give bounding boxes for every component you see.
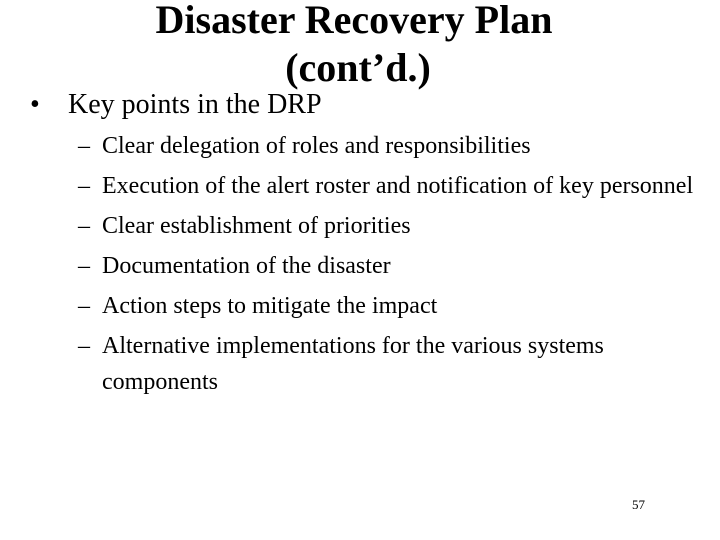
list-item (78, 168, 718, 204)
dash-icon: – (78, 253, 90, 279)
dash-icon: – (78, 333, 90, 359)
slide-title-line-1: Disaster Recovery Plan (155, 0, 553, 42)
list-item (78, 328, 718, 400)
list-item-text: Execution of the alert roster and notification of key personnel (102, 173, 694, 199)
dash-icon: – (78, 173, 90, 199)
dash-icon: – (78, 293, 90, 319)
list-item (78, 248, 718, 284)
slide-title-line-2: (cont’d.) (285, 45, 431, 90)
main-bullet (30, 88, 322, 122)
dash-icon: – (78, 213, 90, 239)
list-item (78, 128, 718, 164)
list-item-text: Clear delegation of roles and responsibilities (102, 133, 531, 159)
slide-title (0, 0, 720, 92)
list-item (78, 208, 718, 244)
list-item-text: Documentation of the disaster (102, 253, 391, 279)
key-points-list (78, 128, 718, 404)
list-item-text: Alternative implementations for the various systems components (102, 333, 604, 395)
dash-icon: – (78, 133, 90, 159)
list-item-text: Action steps to mitigate the impact (102, 293, 438, 319)
list-item-text: Clear establishment of priorities (102, 213, 411, 239)
list-item (78, 288, 718, 324)
bullet-icon: • (30, 89, 40, 120)
main-bullet-text: Key points in the DRP (68, 89, 322, 120)
page-number: 57 (632, 497, 645, 512)
